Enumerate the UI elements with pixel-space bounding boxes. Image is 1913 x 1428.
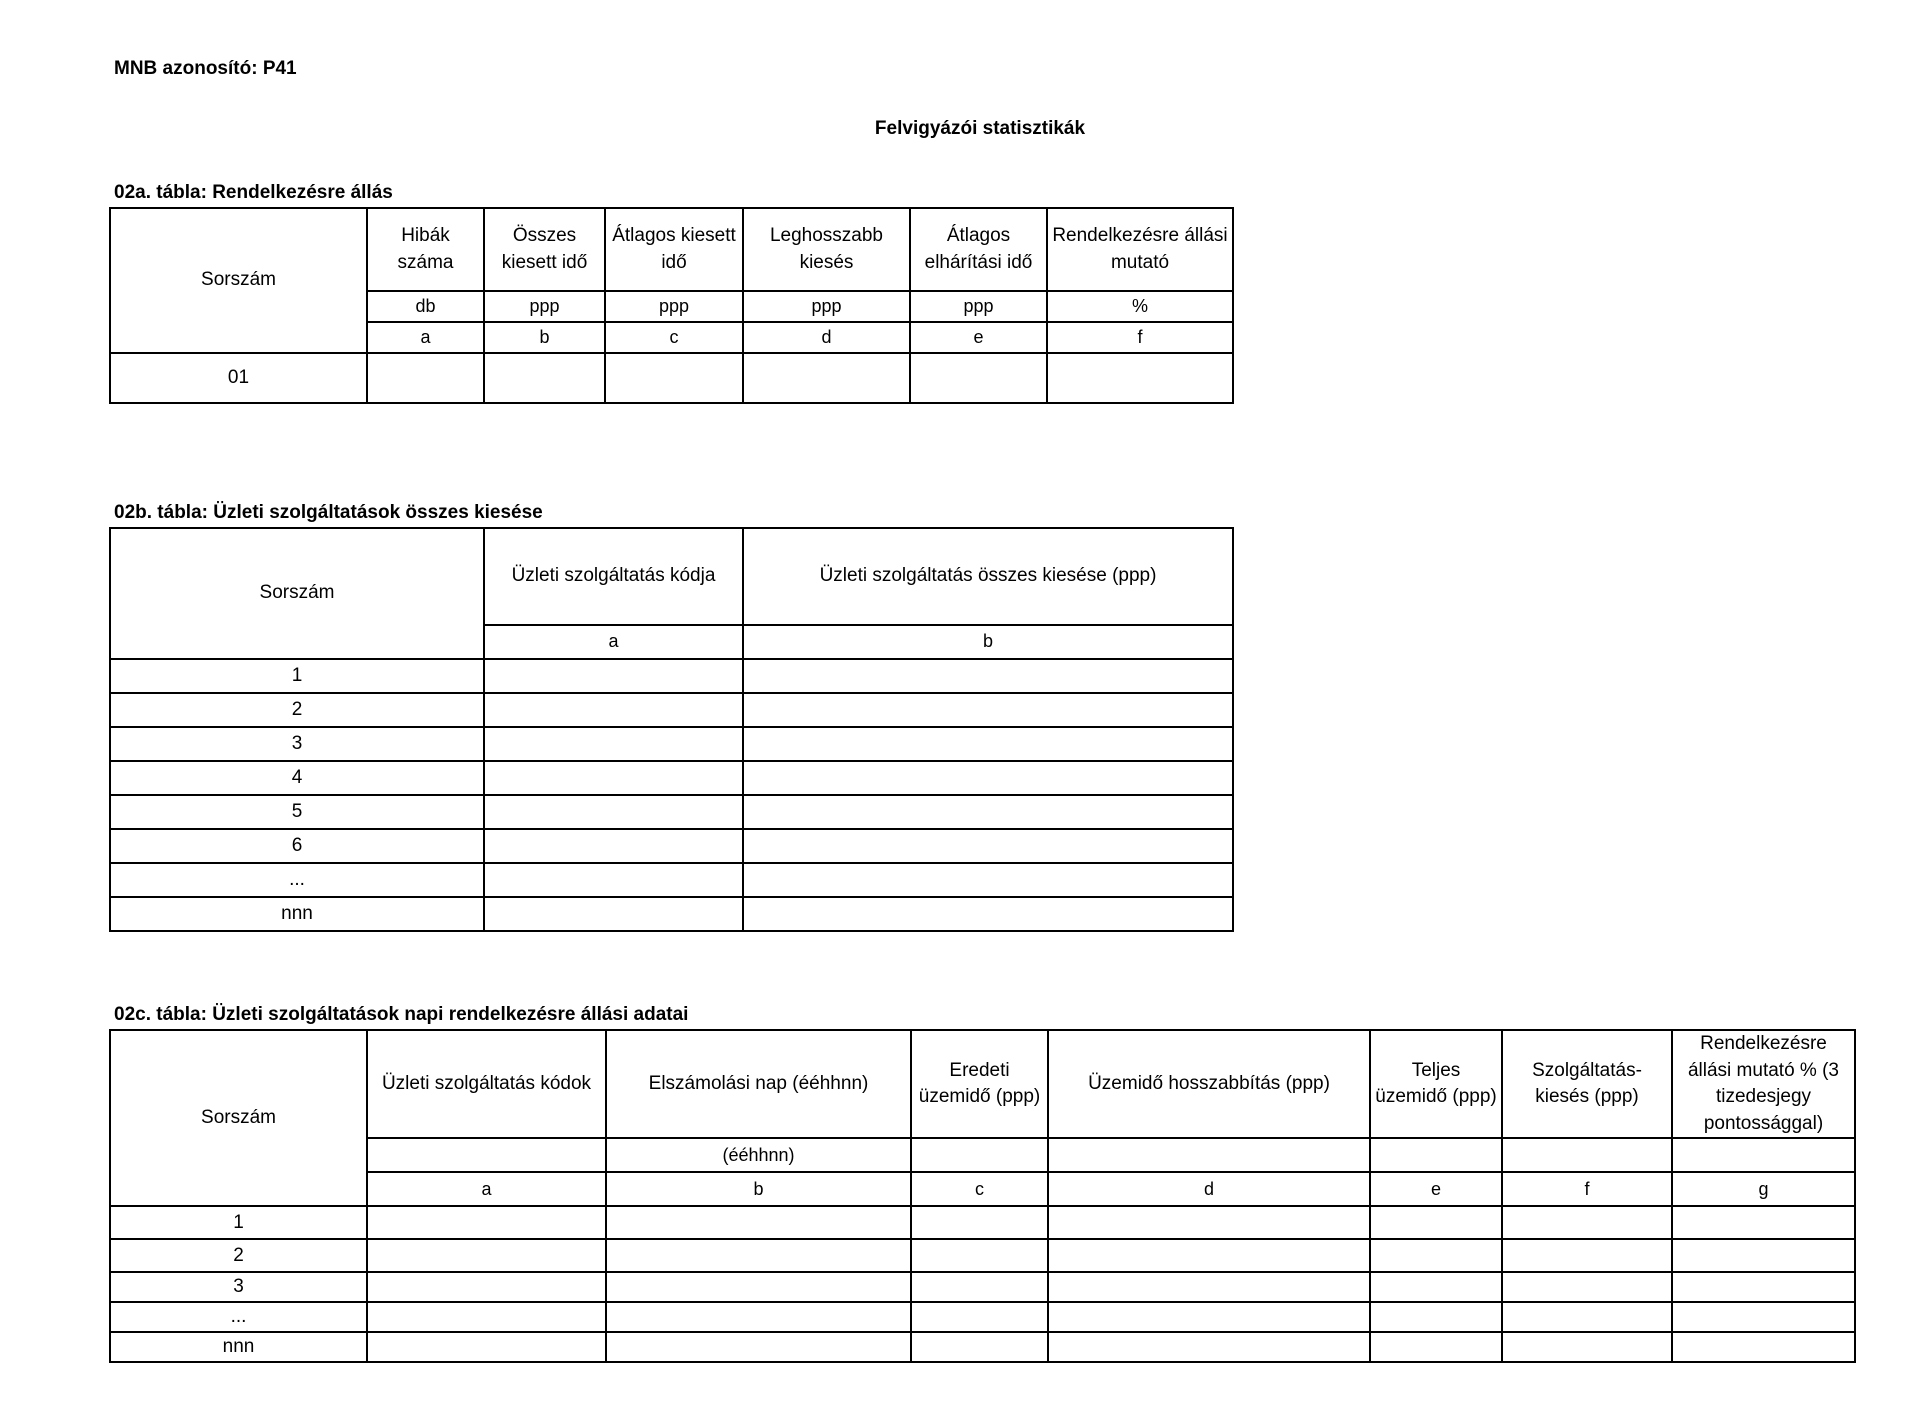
table-b <box>109 527 1234 932</box>
table-cell[interactable] <box>367 1239 606 1272</box>
table-a-unit: ppp <box>484 291 605 322</box>
table-c-code: f <box>1502 1172 1672 1206</box>
table-b-row-number: 1 <box>110 659 484 693</box>
table-c-col-header: Üzemidő hosszabbítás (ppp) <box>1048 1030 1370 1138</box>
table-cell[interactable] <box>1048 1332 1370 1362</box>
table-c-row-number: 1 <box>110 1206 367 1239</box>
table-b-row-number: 5 <box>110 795 484 829</box>
table-b-caption: 02b. tábla: Üzleti szolgáltatások összes kiesése <box>114 502 543 523</box>
table-row <box>110 727 1233 761</box>
table-cell[interactable] <box>1502 1272 1672 1302</box>
table-c-code: d <box>1048 1172 1370 1206</box>
table-cell[interactable] <box>743 761 1233 795</box>
table-row <box>110 693 1233 727</box>
table-cell[interactable] <box>367 353 484 403</box>
table-c-code: e <box>1370 1172 1502 1206</box>
table-a-code: a <box>367 322 484 353</box>
table-cell[interactable] <box>484 727 743 761</box>
table-cell[interactable] <box>1370 1302 1502 1332</box>
mnb-identifier: MNB azonosító: P41 <box>114 58 297 79</box>
table-cell[interactable] <box>743 829 1233 863</box>
table-c-row-number: 3 <box>110 1272 367 1302</box>
table-cell[interactable] <box>1502 1302 1672 1332</box>
table-cell[interactable] <box>367 1206 606 1239</box>
table-cell[interactable] <box>484 795 743 829</box>
table-a-unit: db <box>367 291 484 322</box>
table-c-row-number: nnn <box>110 1332 367 1362</box>
table-cell[interactable] <box>1048 1239 1370 1272</box>
table-c-unit <box>911 1138 1048 1172</box>
table-cell[interactable] <box>606 1302 911 1332</box>
table-row <box>110 761 1233 795</box>
table-cell[interactable] <box>743 795 1233 829</box>
table-b-row-number: 4 <box>110 761 484 795</box>
table-c-col-header: Rendelkezésre állási mutató % (3 tizedesjegy pontossággal) <box>1672 1030 1855 1138</box>
table-row <box>110 659 1233 693</box>
table-a-col-header: Hibák száma <box>367 208 484 291</box>
table-cell[interactable] <box>911 1302 1048 1332</box>
table-cell[interactable] <box>484 897 743 931</box>
table-cell[interactable] <box>606 1206 911 1239</box>
table-cell[interactable] <box>1672 1332 1855 1362</box>
table-a-col-header: Rendelkezésre állási mutató <box>1047 208 1233 291</box>
table-c-row-number: ... <box>110 1302 367 1332</box>
table-c <box>109 1029 1856 1363</box>
table-cell[interactable] <box>1370 1206 1502 1239</box>
table-cell[interactable] <box>606 1332 911 1362</box>
table-row <box>110 897 1233 931</box>
table-cell[interactable] <box>911 1332 1048 1362</box>
table-c-code: c <box>911 1172 1048 1206</box>
table-c-unit <box>1672 1138 1855 1172</box>
table-a-col-header: Összes kiesett idő <box>484 208 605 291</box>
table-b-row-number: 2 <box>110 693 484 727</box>
table-cell[interactable] <box>1047 353 1233 403</box>
table-c-col-header: Teljes üzemidő (ppp) <box>1370 1030 1502 1138</box>
table-a-row-number: 01 <box>110 353 367 403</box>
table-cell[interactable] <box>911 1272 1048 1302</box>
table-cell[interactable] <box>1048 1302 1370 1332</box>
table-cell[interactable] <box>1048 1206 1370 1239</box>
table-cell[interactable] <box>911 1206 1048 1239</box>
table-a-code: e <box>910 322 1047 353</box>
table-a-code: c <box>605 322 743 353</box>
table-row <box>110 829 1233 863</box>
table-b-row-number: 3 <box>110 727 484 761</box>
table-c-col-header: Üzleti szolgáltatás kódok <box>367 1030 606 1138</box>
table-a-unit: ppp <box>910 291 1047 322</box>
table-a-col-header: Leghosszabb kiesés <box>743 208 910 291</box>
table-c-unit: (ééhhnn) <box>606 1138 911 1172</box>
table-a-caption: 02a. tábla: Rendelkezésre állás <box>114 182 393 203</box>
table-row <box>110 1302 1855 1332</box>
table-c-row-header: Sorszám <box>110 1030 367 1206</box>
table-c-unit <box>1048 1138 1370 1172</box>
table-a-unit: ppp <box>605 291 743 322</box>
table-row <box>110 795 1233 829</box>
table-row <box>110 353 1233 403</box>
table-cell[interactable] <box>911 1239 1048 1272</box>
table-cell[interactable] <box>367 1272 606 1302</box>
table-cell[interactable] <box>1370 1272 1502 1302</box>
table-row <box>110 863 1233 897</box>
table-b-row-number: 6 <box>110 829 484 863</box>
table-c-col-header: Eredeti üzemidő (ppp) <box>911 1030 1048 1138</box>
table-b-row-header: Sorszám <box>110 528 484 659</box>
table-cell[interactable] <box>484 863 743 897</box>
table-row <box>110 1239 1855 1272</box>
table-c-col-header: Elszámolási nap (ééhhnn) <box>606 1030 911 1138</box>
page-title: Felvigyázói statisztikák <box>874 118 1086 139</box>
table-cell[interactable] <box>743 659 1233 693</box>
table-cell[interactable] <box>484 693 743 727</box>
table-cell[interactable] <box>1048 1272 1370 1302</box>
table-cell[interactable] <box>1672 1302 1855 1332</box>
table-c-unit <box>1502 1138 1672 1172</box>
table-c-code: b <box>606 1172 911 1206</box>
table-a-col-header: Átlagos kiesett idő <box>605 208 743 291</box>
table-cell[interactable] <box>605 353 743 403</box>
table-cell[interactable] <box>1502 1206 1672 1239</box>
table-cell[interactable] <box>1672 1239 1855 1272</box>
table-cell[interactable] <box>743 727 1233 761</box>
table-c-unit <box>1370 1138 1502 1172</box>
table-cell[interactable] <box>1672 1272 1855 1302</box>
table-row <box>110 1206 1855 1239</box>
table-a-code: b <box>484 322 605 353</box>
table-cell[interactable] <box>1502 1239 1672 1272</box>
table-cell[interactable] <box>910 353 1047 403</box>
table-a-code: d <box>743 322 910 353</box>
table-b-row-number: nnn <box>110 897 484 931</box>
table-cell[interactable] <box>484 761 743 795</box>
table-row <box>110 1272 1855 1302</box>
table-row <box>110 1332 1855 1362</box>
table-cell[interactable] <box>743 863 1233 897</box>
table-cell[interactable] <box>484 659 743 693</box>
table-a <box>109 207 1234 404</box>
table-cell[interactable] <box>606 1239 911 1272</box>
table-cell[interactable] <box>1370 1332 1502 1362</box>
table-a-col-header: Átlagos elhárítási idő <box>910 208 1047 291</box>
table-cell[interactable] <box>606 1272 911 1302</box>
table-cell[interactable] <box>1672 1206 1855 1239</box>
table-cell[interactable] <box>743 353 910 403</box>
table-b-col-header: Üzleti szolgáltatás kódja <box>484 528 743 625</box>
table-cell[interactable] <box>367 1332 606 1362</box>
table-b-row-number: ... <box>110 863 484 897</box>
table-c-row-number: 2 <box>110 1239 367 1272</box>
table-c-caption: 02c. tábla: Üzleti szolgáltatások napi rendelkezésre állási adatai <box>114 1004 689 1025</box>
table-b-code: b <box>743 625 1233 659</box>
table-a-code: f <box>1047 322 1233 353</box>
table-cell[interactable] <box>484 353 605 403</box>
table-cell[interactable] <box>743 897 1233 931</box>
table-b-code: a <box>484 625 743 659</box>
table-c-unit <box>367 1138 606 1172</box>
table-cell[interactable] <box>367 1302 606 1332</box>
table-c-col-header: Szolgáltatás-kiesés (ppp) <box>1502 1030 1672 1138</box>
table-cell[interactable] <box>484 829 743 863</box>
table-a-row-header: Sorszám <box>110 208 367 353</box>
table-b-col-header: Üzleti szolgáltatás összes kiesése (ppp) <box>743 528 1233 625</box>
table-cell[interactable] <box>743 693 1233 727</box>
table-cell[interactable] <box>1370 1239 1502 1272</box>
table-c-code: g <box>1672 1172 1855 1206</box>
table-c-code: a <box>367 1172 606 1206</box>
table-a-unit: % <box>1047 291 1233 322</box>
table-cell[interactable] <box>1502 1332 1672 1362</box>
table-a-unit: ppp <box>743 291 910 322</box>
